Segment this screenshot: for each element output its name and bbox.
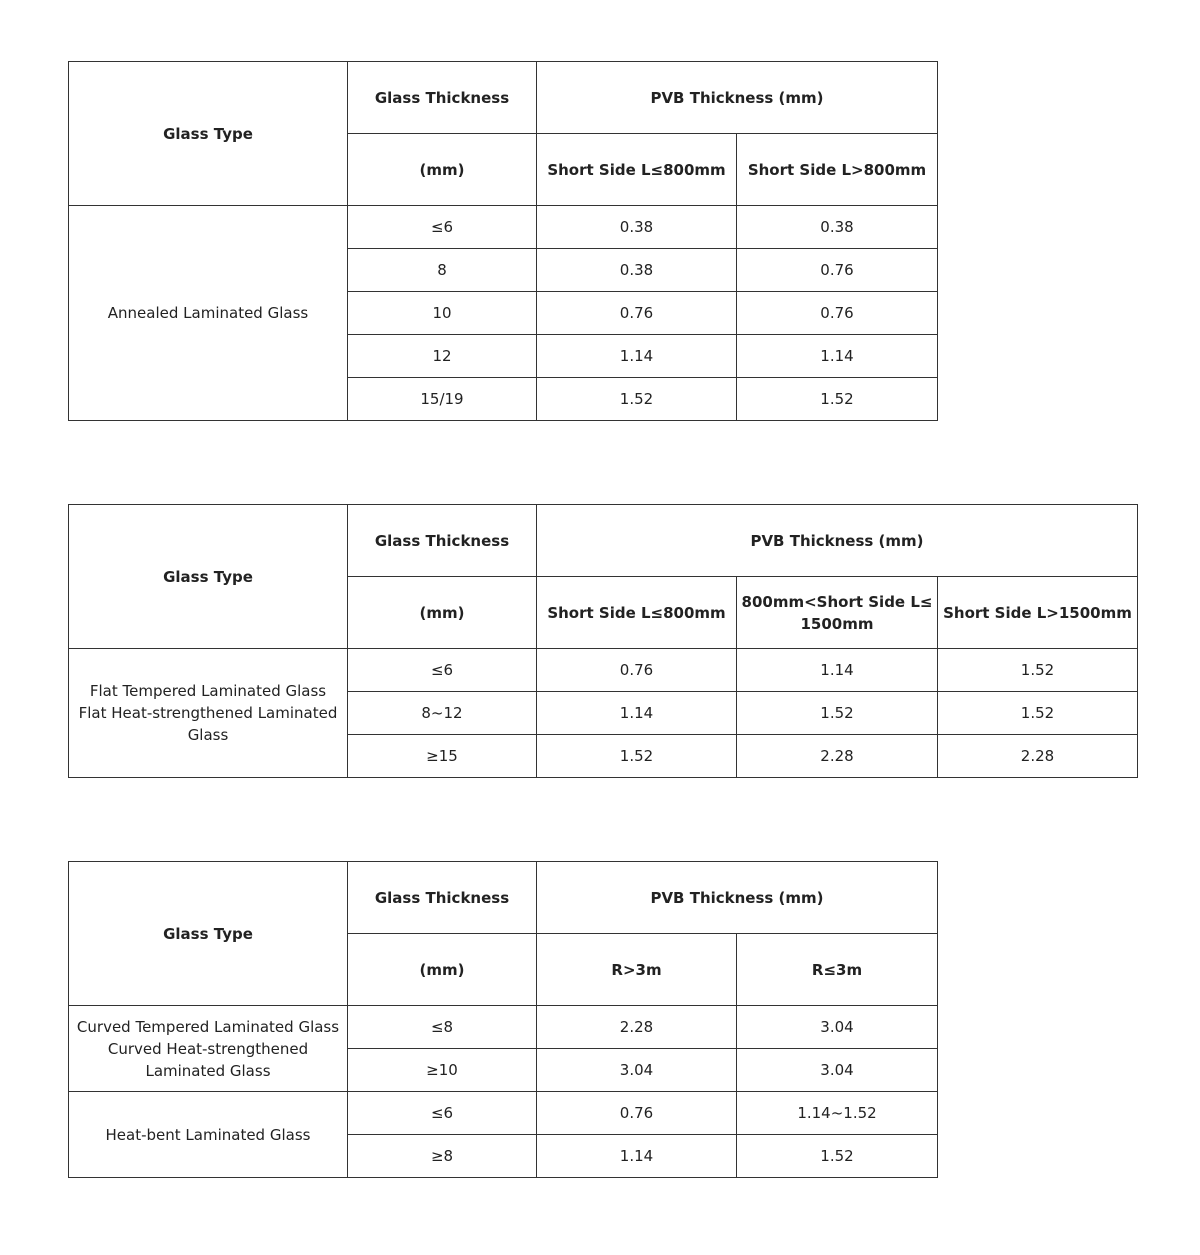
glass-thickness-header: Glass Thickness [348,505,537,577]
table-row [69,649,1138,692]
value-cell: 0.38 [537,249,737,292]
glass-type-header: Glass Type [69,505,348,649]
glass-type-cell: Flat Tempered Laminated Glass Flat Heat-strengthened Laminated Glass [69,649,348,778]
curved-pvb-table [68,861,938,1178]
value-cell: 1.52 [537,378,737,421]
pvb-thickness-header: PVB Thickness (mm) [537,862,938,934]
thickness-cell: 15/19 [348,378,537,421]
value-cell: 1.52 [537,735,737,778]
value-cell: 1.52 [737,378,938,421]
value-cell: 1.14~1.52 [737,1092,938,1135]
value-cell: 2.28 [537,1006,737,1049]
value-cell: 1.52 [938,649,1138,692]
pvb-thickness-header: PVB Thickness (mm) [537,505,1138,577]
table-row [69,1006,938,1049]
column-header: Short Side L>800mm [737,134,938,206]
value-cell: 3.04 [737,1049,938,1092]
thickness-cell: ≤6 [348,206,537,249]
pvb-thickness-header: PVB Thickness (mm) [537,62,938,134]
value-cell: 3.04 [537,1049,737,1092]
value-cell: 0.76 [537,1092,737,1135]
value-cell: 0.38 [537,206,737,249]
value-cell: 2.28 [938,735,1138,778]
column-header: R>3m [537,934,737,1006]
value-cell: 3.04 [737,1006,938,1049]
mm-unit-header: (mm) [348,577,537,649]
value-cell: 1.14 [537,1135,737,1178]
value-cell: 1.14 [737,335,938,378]
thickness-cell: 10 [348,292,537,335]
glass-type-header: Glass Type [69,62,348,206]
column-header: Short Side L≤800mm [537,577,737,649]
value-cell: 1.14 [537,692,737,735]
flat-tempered-pvb-table [68,504,1138,778]
column-header: Short Side L>1500mm [938,577,1138,649]
value-cell: 1.14 [537,335,737,378]
thickness-cell: 8~12 [348,692,537,735]
glass-type-cell: Curved Tempered Laminated Glass Curved Heat-strengthened Laminated Glass [69,1006,348,1092]
glass-type-cell: Heat-bent Laminated Glass [69,1092,348,1178]
glass-type-cell: Annealed Laminated Glass [69,206,348,421]
thickness-cell: ≤6 [348,649,537,692]
value-cell: 0.38 [737,206,938,249]
value-cell: 0.76 [537,649,737,692]
thickness-cell: ≥8 [348,1135,537,1178]
value-cell: 1.52 [938,692,1138,735]
glass-thickness-header: Glass Thickness [348,62,537,134]
glass-type-header: Glass Type [69,862,348,1006]
thickness-cell: ≤6 [348,1092,537,1135]
column-header: Short Side L≤800mm [537,134,737,206]
table-row [69,1092,938,1135]
column-header: R≤3m [737,934,938,1006]
value-cell: 2.28 [737,735,938,778]
value-cell: 1.52 [737,1135,938,1178]
value-cell: 0.76 [737,292,938,335]
value-cell: 0.76 [537,292,737,335]
thickness-cell: ≤8 [348,1006,537,1049]
thickness-cell: 12 [348,335,537,378]
table-row [69,206,938,249]
value-cell: 1.14 [737,649,938,692]
value-cell: 1.52 [737,692,938,735]
value-cell: 0.76 [737,249,938,292]
mm-unit-header: (mm) [348,134,537,206]
mm-unit-header: (mm) [348,934,537,1006]
annealed-pvb-table [68,61,938,421]
glass-thickness-header: Glass Thickness [348,862,537,934]
column-header: 800mm<Short Side L≤ 1500mm [737,577,938,649]
thickness-cell: ≥10 [348,1049,537,1092]
thickness-cell: ≥15 [348,735,537,778]
thickness-cell: 8 [348,249,537,292]
